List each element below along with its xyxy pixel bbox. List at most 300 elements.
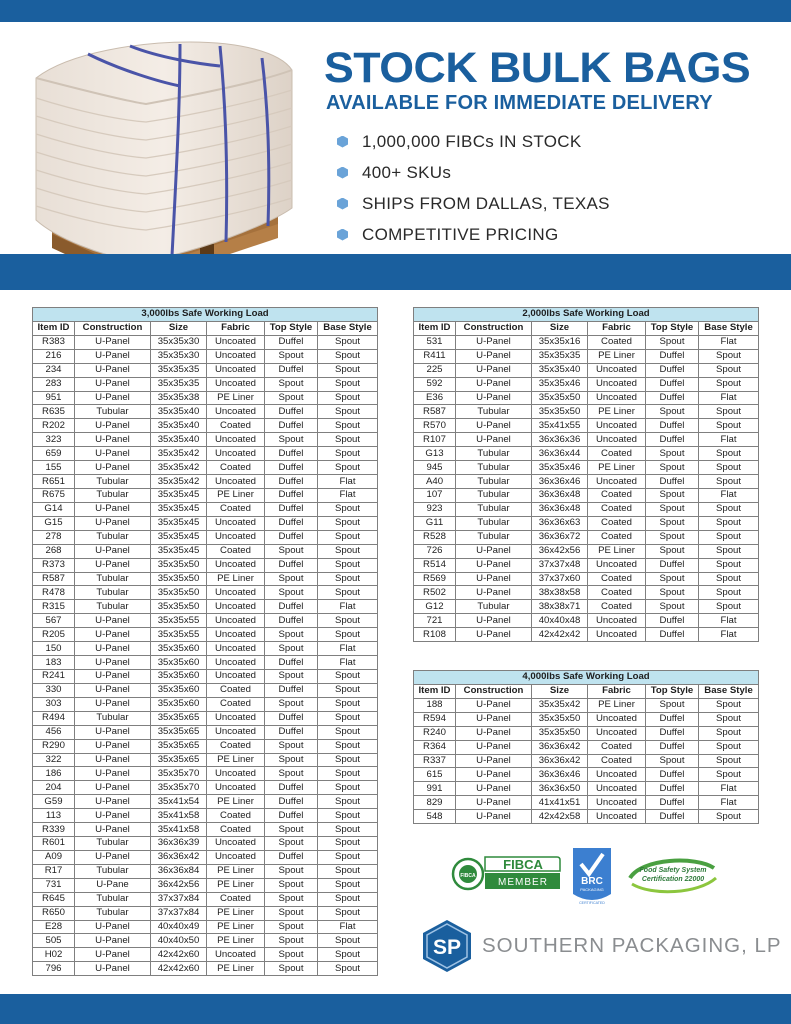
table-row xyxy=(414,698,759,712)
table-cell: 36x36x46 xyxy=(532,768,588,782)
column-header: Fabric xyxy=(588,684,646,698)
table-cell: Uncoated xyxy=(207,669,265,683)
table-cell: Spout xyxy=(646,698,699,712)
table-row xyxy=(33,391,378,405)
table-cell: Tubular xyxy=(75,475,151,489)
table-cell: Spout xyxy=(699,447,759,461)
table-cell: Spout xyxy=(699,754,759,768)
column-header: Construction xyxy=(456,321,532,335)
table-cell: 991 xyxy=(414,782,456,796)
table-cell: R290 xyxy=(33,739,75,753)
feature-list xyxy=(337,126,610,250)
table-cell: Coated xyxy=(207,683,265,697)
table-cell: Spout xyxy=(646,586,699,600)
bulk-bag-pallet-image xyxy=(30,38,300,288)
column-header: Item ID xyxy=(414,321,456,335)
table-cell: 951 xyxy=(33,391,75,405)
table-cell: R601 xyxy=(33,837,75,851)
table-cell: 35x35x35 xyxy=(532,349,588,363)
table-row xyxy=(414,740,759,754)
table-cell: Spout xyxy=(318,572,378,586)
table-cell: U-Panel xyxy=(456,628,532,642)
table-cell: Uncoated xyxy=(588,391,646,405)
hexagon-bullet-icon xyxy=(337,198,348,210)
table-cell: R587 xyxy=(33,572,75,586)
table-cell: 35x35x50 xyxy=(151,572,207,586)
table-row xyxy=(414,377,759,391)
table-cell: G14 xyxy=(33,502,75,516)
table-cell: R570 xyxy=(414,419,456,433)
column-header: Base Style xyxy=(318,321,378,335)
table-cell: Uncoated xyxy=(207,516,265,530)
table-cell: Uncoated xyxy=(588,475,646,489)
table-cell: Tubular xyxy=(75,586,151,600)
table-cell: 36x36x39 xyxy=(151,837,207,851)
table-cell: 37x37x60 xyxy=(532,572,588,586)
table-cell: Tubular xyxy=(75,892,151,906)
table-cell: Duffel xyxy=(265,516,318,530)
table-cell: Spout xyxy=(318,516,378,530)
table-cell: Spout xyxy=(699,349,759,363)
table-row xyxy=(414,768,759,782)
table-row xyxy=(414,419,759,433)
table-cell: R635 xyxy=(33,405,75,419)
table-row xyxy=(33,405,378,419)
table-cell: Duffel xyxy=(646,810,699,824)
table-cell: Spout xyxy=(318,447,378,461)
table-cell: Duffel xyxy=(265,809,318,823)
table-cell: Spout xyxy=(265,572,318,586)
table-cell: R528 xyxy=(414,530,456,544)
table-cell: Spout xyxy=(265,628,318,642)
table-cell: Duffel xyxy=(646,349,699,363)
table-cell: Uncoated xyxy=(588,810,646,824)
table-cell: Duffel xyxy=(646,433,699,447)
table-cell: PE Liner xyxy=(207,906,265,920)
table-cell: R339 xyxy=(33,823,75,837)
table-cell: 35x35x45 xyxy=(151,516,207,530)
table-cell: U-Panel xyxy=(75,419,151,433)
table-cell: A09 xyxy=(33,850,75,864)
table-cell: 35x35x60 xyxy=(151,642,207,656)
table-cell: Uncoated xyxy=(207,475,265,489)
table-cell: Coated xyxy=(207,697,265,711)
table-cell: U-Panel xyxy=(75,363,151,377)
table-row xyxy=(33,948,378,962)
table-cell: Spout xyxy=(265,823,318,837)
table-cell: Tubular xyxy=(75,837,151,851)
table-cell: Spout xyxy=(265,878,318,892)
feature-item: SHIPS FROM DALLAS, TEXAS xyxy=(337,188,610,219)
table-cell: G13 xyxy=(414,447,456,461)
table-cell: 35x35x65 xyxy=(151,739,207,753)
table-cell: Spout xyxy=(318,809,378,823)
svg-text:BRC: BRC xyxy=(581,876,603,887)
table-cell: Tubular xyxy=(75,906,151,920)
table-cell: 35x35x30 xyxy=(151,349,207,363)
table-cell: 35x41x58 xyxy=(151,823,207,837)
table-row xyxy=(414,810,759,824)
table-cell: 35x41x58 xyxy=(151,809,207,823)
table-row xyxy=(414,782,759,796)
table-row xyxy=(414,475,759,489)
table-cell: Spout xyxy=(318,711,378,725)
table-cell: Spout xyxy=(318,892,378,906)
table-cell: Coated xyxy=(207,419,265,433)
table-cell: Tubular xyxy=(75,711,151,725)
table-cell: 42x42x60 xyxy=(151,962,207,976)
table-cell: Spout xyxy=(318,683,378,697)
table-cell: Spout xyxy=(318,739,378,753)
table-row xyxy=(33,892,378,906)
table-cell: U-Panel xyxy=(75,781,151,795)
table-cell: Uncoated xyxy=(588,796,646,810)
table-cell: Duffel xyxy=(646,712,699,726)
table-row xyxy=(414,502,759,516)
table-cell: Spout xyxy=(699,530,759,544)
table-cell: Spout xyxy=(646,530,699,544)
table-cell: Spout xyxy=(265,377,318,391)
table-cell: 303 xyxy=(33,697,75,711)
table-cell: U-Panel xyxy=(456,740,532,754)
table-cell: Tubular xyxy=(456,475,532,489)
table-cell: U-Panel xyxy=(75,391,151,405)
table-cell: Spout xyxy=(318,906,378,920)
table-row xyxy=(414,712,759,726)
table-cell: U-Panel xyxy=(75,753,151,767)
table-cell: 35x35x45 xyxy=(151,502,207,516)
table-row xyxy=(33,878,378,892)
table-cell: R337 xyxy=(414,754,456,768)
table-cell: Spout xyxy=(265,669,318,683)
table-cell: U-Panel xyxy=(456,810,532,824)
table-cell: Duffel xyxy=(646,628,699,642)
table-cell: Duffel xyxy=(265,475,318,489)
table-cell: 42x42x42 xyxy=(532,628,588,642)
table-row xyxy=(414,433,759,447)
table-cell: 38x38x71 xyxy=(532,600,588,614)
table-cell: R650 xyxy=(33,906,75,920)
table-cell: Uncoated xyxy=(207,377,265,391)
table-cell: U-Panel xyxy=(456,614,532,628)
table-cell: Duffel xyxy=(265,683,318,697)
table-cell: Spout xyxy=(265,906,318,920)
table-cell: Duffel xyxy=(265,614,318,628)
table-cell: Coated xyxy=(207,739,265,753)
table-cell: Duffel xyxy=(265,725,318,739)
table-cell: 35x35x45 xyxy=(151,530,207,544)
page-subtitle: AVAILABLE FOR IMMEDIATE DELIVERY xyxy=(326,92,713,114)
table-cell: U-Panel xyxy=(75,558,151,572)
table-cell: 35x35x42 xyxy=(151,461,207,475)
table-cell: Spout xyxy=(318,850,378,864)
table-cell: 35x35x38 xyxy=(151,391,207,405)
table-cell: U-Panel xyxy=(456,558,532,572)
table-cell: R202 xyxy=(33,419,75,433)
table-cell: PE Liner xyxy=(207,934,265,948)
table-cell: U-Panel xyxy=(456,433,532,447)
table-cell: Coated xyxy=(207,544,265,558)
table-row xyxy=(414,586,759,600)
table-cell: Uncoated xyxy=(207,433,265,447)
svg-text:SP: SP xyxy=(432,936,462,959)
table-cell: Spout xyxy=(318,586,378,600)
table-cell: U-Panel xyxy=(75,349,151,363)
table-cell: Spout xyxy=(699,600,759,614)
table-cell: Spout xyxy=(646,600,699,614)
table-cell: Tubular xyxy=(456,502,532,516)
table-cell: Flat xyxy=(699,796,759,810)
table-row xyxy=(33,683,378,697)
table-cell: Uncoated xyxy=(207,948,265,962)
table-cell: R494 xyxy=(33,711,75,725)
table-cell: Duffel xyxy=(646,475,699,489)
table-cell: Tubular xyxy=(456,530,532,544)
table-row xyxy=(414,391,759,405)
table-row xyxy=(33,530,378,544)
table-row xyxy=(33,823,378,837)
table-row xyxy=(33,419,378,433)
table-cell: Spout xyxy=(646,572,699,586)
table-cell: Coated xyxy=(588,335,646,349)
table-cell: 216 xyxy=(33,349,75,363)
table-cell: 36x36x44 xyxy=(532,447,588,461)
table-cell: Flat xyxy=(699,628,759,642)
table-cell: Duffel xyxy=(646,391,699,405)
table-cell: Spout xyxy=(318,795,378,809)
table-cell: Uncoated xyxy=(207,335,265,349)
table-cell: Duffel xyxy=(265,558,318,572)
table-row xyxy=(33,335,378,349)
table-cell: Spout xyxy=(318,614,378,628)
table-cell: U-Panel xyxy=(456,419,532,433)
table-cell: Duffel xyxy=(646,782,699,796)
top-color-band xyxy=(0,0,791,22)
table-cell: 36x36x50 xyxy=(532,782,588,796)
table-cell: Uncoated xyxy=(207,628,265,642)
table-cell: Coated xyxy=(588,600,646,614)
table-cell: 155 xyxy=(33,461,75,475)
table-cell: 323 xyxy=(33,433,75,447)
table-cell: 35x35x50 xyxy=(532,726,588,740)
table-cell: U-Panel xyxy=(75,461,151,475)
brc-packaging-logo xyxy=(571,846,613,906)
table-cell: U-Panel xyxy=(75,809,151,823)
table-row xyxy=(33,502,378,516)
table-cell: Uncoated xyxy=(588,628,646,642)
table-row xyxy=(33,600,378,614)
table-cell: PE Liner xyxy=(588,544,646,558)
table-cell: 40x40x49 xyxy=(151,920,207,934)
table-cell: 35x35x55 xyxy=(151,614,207,628)
table-cell: Uncoated xyxy=(207,405,265,419)
table-cell: 35x35x60 xyxy=(151,697,207,711)
table-cell: Uncoated xyxy=(588,558,646,572)
table-cell: R17 xyxy=(33,864,75,878)
table-cell: Uncoated xyxy=(207,349,265,363)
table-cell: Duffel xyxy=(646,614,699,628)
table-cell: R587 xyxy=(414,405,456,419)
table-cell: Flat xyxy=(699,614,759,628)
middle-color-band xyxy=(0,254,791,290)
table-cell: U-Panel xyxy=(75,335,151,349)
table-cell: 659 xyxy=(33,447,75,461)
column-header: Top Style xyxy=(646,684,699,698)
table-cell: 35x35x50 xyxy=(532,391,588,405)
table-cell: U-Panel xyxy=(456,572,532,586)
table-cell: Coated xyxy=(207,809,265,823)
table-cell: G11 xyxy=(414,516,456,530)
table-cell: Spout xyxy=(265,962,318,976)
table-row xyxy=(33,934,378,948)
table-cell: Spout xyxy=(318,502,378,516)
table-cell: Spout xyxy=(318,948,378,962)
table-row xyxy=(33,642,378,656)
table-cell: 36x42x56 xyxy=(532,544,588,558)
table-cell: R502 xyxy=(414,586,456,600)
company-name: SOUTHERN PACKAGING, LP xyxy=(482,934,782,957)
feature-item: 1,000,000 FIBCs IN STOCK xyxy=(337,126,610,157)
table-cell: R569 xyxy=(414,572,456,586)
table-cell: U-Panel xyxy=(75,823,151,837)
table-row xyxy=(414,628,759,642)
table-cell: Uncoated xyxy=(207,767,265,781)
table-cell: Spout xyxy=(699,558,759,572)
table-cell: Flat xyxy=(699,782,759,796)
table-cell: 36x36x48 xyxy=(532,502,588,516)
column-header: Base Style xyxy=(699,684,759,698)
table-row xyxy=(33,809,378,823)
table-cell: Spout xyxy=(265,948,318,962)
table-cell: PE Liner xyxy=(207,962,265,976)
table-cell: Flat xyxy=(699,335,759,349)
table-cell: R108 xyxy=(414,628,456,642)
table-cell: Uncoated xyxy=(588,768,646,782)
table-cell: Uncoated xyxy=(588,614,646,628)
table-row xyxy=(33,488,378,502)
table-cell: G12 xyxy=(414,600,456,614)
table-cell: 796 xyxy=(33,962,75,976)
table-cell: Spout xyxy=(699,698,759,712)
table-row xyxy=(33,795,378,809)
table-cell: PE Liner xyxy=(207,795,265,809)
table-cell: Duffel xyxy=(646,796,699,810)
table-cell: Uncoated xyxy=(207,781,265,795)
table-cell: R373 xyxy=(33,558,75,572)
table-cell: U-Panel xyxy=(75,697,151,711)
table-cell: 35x35x40 xyxy=(151,433,207,447)
table-row xyxy=(414,572,759,586)
table-cell: 36x36x42 xyxy=(151,850,207,864)
table-cell: Duffel xyxy=(265,781,318,795)
column-header: Base Style xyxy=(699,321,759,335)
table-cell: Uncoated xyxy=(588,363,646,377)
table-cell: Spout xyxy=(699,475,759,489)
table-cell: Spout xyxy=(318,725,378,739)
table-cell: 36x42x56 xyxy=(151,878,207,892)
table-row xyxy=(414,544,759,558)
table-cell: Flat xyxy=(318,656,378,670)
feature-item: COMPETITIVE PRICING xyxy=(337,219,610,250)
table-cell: U-Panel xyxy=(75,516,151,530)
table-cell: 150 xyxy=(33,642,75,656)
table-row xyxy=(414,600,759,614)
table-cell: Spout xyxy=(318,419,378,433)
table-cell: Spout xyxy=(318,433,378,447)
fssc-22000-text: Food Safety System Certification 22000 xyxy=(639,867,707,883)
table-cell: U-Panel xyxy=(456,349,532,363)
table-cell: Spout xyxy=(699,377,759,391)
table-cell: 35x35x40 xyxy=(151,405,207,419)
table-cell: PE Liner xyxy=(588,349,646,363)
table-cell: Coated xyxy=(207,502,265,516)
table-cell: Uncoated xyxy=(588,419,646,433)
table-cell: 35x35x50 xyxy=(151,600,207,614)
svg-text:FIBCA: FIBCA xyxy=(460,873,476,879)
table-cell: Flat xyxy=(318,488,378,502)
column-header: Size xyxy=(532,321,588,335)
table-cell: 35x35x55 xyxy=(151,628,207,642)
table-cell: Uncoated xyxy=(207,656,265,670)
table-cell: Spout xyxy=(265,349,318,363)
table-row xyxy=(414,461,759,475)
table-cell: Duffel xyxy=(265,335,318,349)
table-cell: 40x40x48 xyxy=(532,614,588,628)
table-cell: 35x35x42 xyxy=(151,447,207,461)
table-row xyxy=(33,433,378,447)
table-cell: U-Panel xyxy=(75,920,151,934)
table-row xyxy=(414,796,759,810)
table-cell: 36x36x42 xyxy=(532,754,588,768)
table-cell: Uncoated xyxy=(207,530,265,544)
table-cell: Tubular xyxy=(75,488,151,502)
table-cell: Spout xyxy=(318,823,378,837)
table-cell: Tubular xyxy=(75,405,151,419)
table-cell: Uncoated xyxy=(588,433,646,447)
table-row xyxy=(33,656,378,670)
table-cell: Spout xyxy=(646,544,699,558)
table-cell: R478 xyxy=(33,586,75,600)
table-cell: Tubular xyxy=(75,600,151,614)
table-cell: Duffel xyxy=(265,419,318,433)
table-cell: Duffel xyxy=(265,502,318,516)
table-cell: 36x36x42 xyxy=(532,740,588,754)
table-cell: 731 xyxy=(33,878,75,892)
table-cell: Uncoated xyxy=(207,363,265,377)
table-cell: U-Panel xyxy=(456,726,532,740)
table-cell: Duffel xyxy=(265,530,318,544)
table-cell: 36x36x63 xyxy=(532,516,588,530)
table-cell: PE Liner xyxy=(207,864,265,878)
table-cell: Spout xyxy=(646,754,699,768)
table-cell: U-Panel xyxy=(75,725,151,739)
table-cell: PE Liner xyxy=(588,405,646,419)
column-header: Fabric xyxy=(207,321,265,335)
table-cell: A40 xyxy=(414,475,456,489)
table-row xyxy=(33,363,378,377)
table-cell: R594 xyxy=(414,712,456,726)
table-cell: 548 xyxy=(414,810,456,824)
table-cell: G15 xyxy=(33,516,75,530)
table-cell: Spout xyxy=(265,739,318,753)
table-cell: U-Panel xyxy=(456,544,532,558)
table-row xyxy=(33,697,378,711)
table-row xyxy=(33,711,378,725)
table-cell: Coated xyxy=(588,586,646,600)
table-cell: Uncoated xyxy=(207,614,265,628)
table-cell: Uncoated xyxy=(207,642,265,656)
table-cell: 35x35x50 xyxy=(532,405,588,419)
